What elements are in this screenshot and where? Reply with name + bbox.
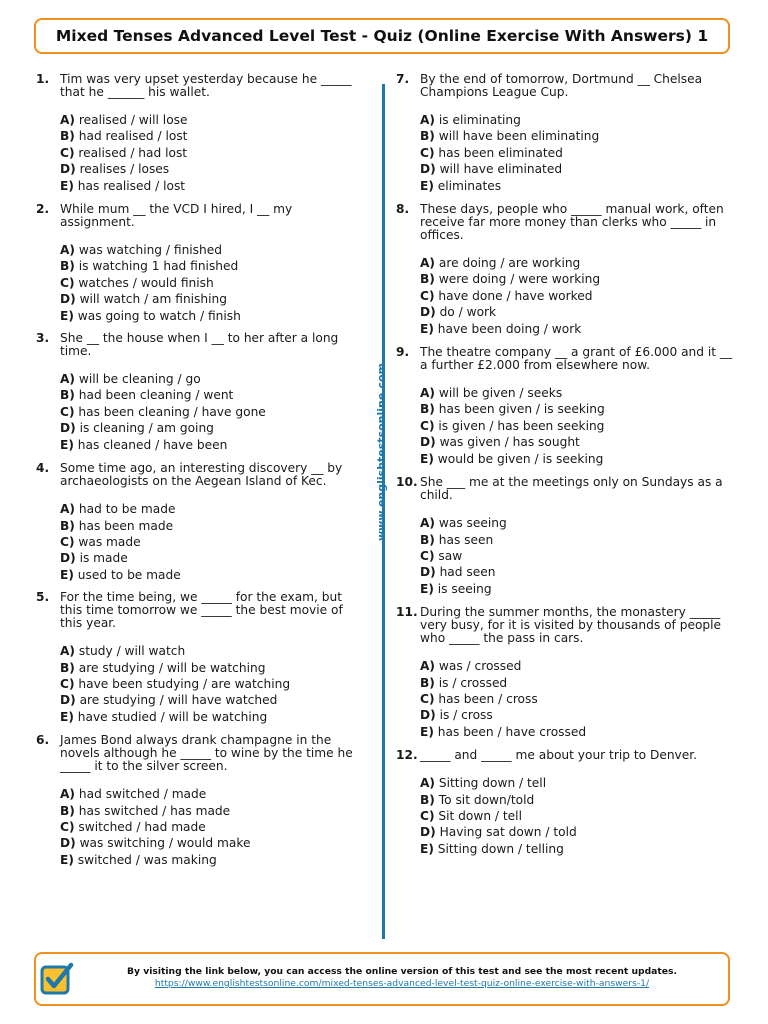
option-text: will watch / am finishing	[79, 292, 227, 307]
option-letter: B)	[420, 532, 435, 547]
question-number: 8.	[396, 202, 410, 217]
option-letter: A)	[60, 243, 76, 258]
answer-option	[420, 255, 736, 271]
footer-box	[34, 952, 730, 1006]
answer-option	[420, 288, 736, 304]
option-letter: D)	[420, 825, 436, 840]
option-text: have been studying / are watching	[78, 676, 291, 691]
answer-option	[60, 786, 366, 802]
option-letter: D)	[60, 162, 76, 177]
answer-option	[420, 808, 736, 824]
option-text: realised / will lose	[78, 113, 188, 127]
option-letter: B)	[420, 272, 435, 287]
question-head	[36, 462, 366, 488]
answer-option	[60, 112, 366, 128]
answer-option	[60, 178, 366, 194]
option-letter: B)	[60, 803, 75, 818]
answer-option	[420, 724, 736, 740]
option-letter: D)	[60, 836, 76, 851]
answer-option	[420, 321, 736, 337]
option-list	[420, 255, 736, 337]
option-letter: C)	[60, 819, 75, 834]
option-text: switched / was making	[77, 852, 217, 867]
answer-option	[420, 161, 736, 177]
option-letter: C)	[420, 808, 435, 823]
answer-option	[60, 803, 366, 819]
option-letter: D)	[420, 565, 436, 580]
option-letter: E)	[420, 321, 434, 336]
option-text: switched / had made	[78, 819, 206, 834]
question-number: 9.	[396, 345, 410, 360]
option-text: has seen	[438, 532, 494, 547]
option-list	[420, 112, 736, 194]
question-head	[36, 591, 366, 630]
option-text: is made	[79, 551, 128, 566]
option-letter: C)	[60, 275, 75, 290]
answer-option	[60, 258, 366, 274]
question-text: The theatre company __ a grant of £6.000 and it __ a further £2.000 from elsewhere now.	[420, 345, 733, 373]
option-text: Sit down / tell	[438, 808, 522, 823]
answer-option	[60, 709, 366, 725]
option-letter: A)	[60, 113, 76, 127]
option-text: study / will watch	[78, 644, 186, 659]
option-list	[60, 242, 366, 324]
option-text: has realised / lost	[77, 178, 186, 193]
question-text: Some time ago, an interesting discovery __ by archaeologists on the Aegean Island of Kec.	[60, 461, 343, 489]
option-text: was watching / finished	[78, 243, 222, 258]
option-list	[60, 501, 366, 583]
question-text: For the time being, we _____ for the exam, but this time tomorrow we _____ the best movie of this year.	[60, 590, 343, 631]
answer-option	[60, 550, 366, 566]
option-text: do / work	[439, 305, 497, 320]
answer-option	[60, 518, 366, 534]
option-list	[60, 643, 366, 725]
question-block	[36, 73, 366, 194]
option-list	[420, 515, 736, 597]
option-letter: A)	[60, 372, 76, 387]
answer-option	[420, 548, 736, 564]
question-block	[396, 346, 736, 467]
answer-option	[60, 371, 366, 387]
option-list	[420, 658, 736, 740]
option-text: was switching / would make	[79, 836, 251, 851]
option-letter: A)	[420, 113, 436, 127]
option-letter: D)	[60, 421, 76, 436]
answer-option	[420, 675, 736, 691]
left-question-column	[36, 73, 366, 868]
question-text: _____ and _____ me about your trip to Denver.	[420, 748, 698, 763]
option-letter: E)	[420, 841, 434, 856]
option-text: are studying / will have watched	[79, 693, 278, 708]
option-letter: E)	[60, 709, 74, 724]
option-letter: D)	[60, 551, 76, 566]
option-letter: D)	[420, 708, 436, 723]
option-letter: C)	[60, 145, 75, 160]
question-head	[36, 203, 366, 229]
answer-option	[60, 404, 366, 420]
option-text: realises / loses	[79, 162, 170, 177]
title-box	[34, 18, 730, 54]
right-question-column	[396, 73, 736, 857]
question-text: During the summer months, the monastery _____ very busy, for it is visited by thousands of people who _____ the pass in cars.	[420, 605, 722, 646]
question-number: 12.	[396, 748, 418, 763]
option-text: saw	[438, 548, 463, 563]
option-text: To sit down/told	[438, 792, 535, 807]
option-text: was going to watch / finish	[77, 308, 241, 323]
page-title: Mixed Tenses Advanced Level Test - Quiz (Online Exercise With Answers) 1	[55, 27, 709, 45]
answer-option	[420, 658, 736, 674]
question-number: 5.	[36, 590, 50, 605]
answer-option	[420, 178, 736, 194]
option-text: has been made	[78, 518, 174, 533]
option-letter: A)	[420, 776, 436, 791]
option-letter: C)	[420, 418, 435, 433]
question-number: 3.	[36, 331, 50, 346]
question-number: 4.	[36, 461, 50, 476]
question-text: While mum __ the VCD I hired, I __ my assignment.	[60, 202, 293, 230]
option-text: has been cleaning / have gone	[78, 404, 266, 419]
question-head	[396, 346, 736, 372]
option-letter: E)	[60, 567, 74, 582]
option-letter: A)	[420, 516, 436, 531]
question-block	[396, 476, 736, 597]
answer-option	[420, 691, 736, 707]
answer-option	[420, 418, 736, 434]
answer-option	[420, 385, 736, 401]
option-text: is seeing	[437, 581, 492, 596]
option-text: is / cross	[439, 708, 493, 723]
option-list	[60, 371, 366, 453]
answer-option	[60, 852, 366, 868]
option-text: is watching 1 had finished	[78, 259, 239, 274]
option-text: is eliminating	[438, 113, 521, 127]
site-watermark: www.englishtestsonline.com	[375, 362, 388, 541]
option-text: was given / has sought	[439, 435, 580, 450]
option-text: has been / have crossed	[437, 724, 587, 739]
option-text: has switched / has made	[78, 803, 231, 818]
answer-option	[420, 707, 736, 723]
option-text: are doing / are working	[438, 256, 581, 271]
option-text: had been cleaning / went	[78, 388, 234, 403]
checkbox-check-icon	[40, 961, 74, 997]
answer-option	[60, 145, 366, 161]
option-text: has been eliminated	[438, 145, 563, 160]
answer-option	[60, 291, 366, 307]
option-letter: B)	[60, 259, 75, 274]
option-list	[420, 775, 736, 857]
answer-option	[60, 275, 366, 291]
question-number: 2.	[36, 202, 50, 217]
option-letter: D)	[420, 435, 436, 450]
answer-option	[420, 128, 736, 144]
option-text: is given / has been seeking	[438, 418, 605, 433]
question-number: 10.	[396, 475, 418, 490]
option-letter: C)	[60, 404, 75, 419]
answer-option	[60, 660, 366, 676]
option-text: Having sat down / told	[439, 825, 577, 840]
answer-option	[420, 581, 736, 597]
option-letter: A)	[420, 659, 436, 674]
option-text: Sitting down / telling	[437, 841, 564, 856]
question-head	[396, 203, 736, 242]
option-text: eliminates	[437, 178, 502, 193]
answer-option	[60, 242, 366, 258]
option-letter: B)	[420, 402, 435, 417]
answer-option	[420, 434, 736, 450]
answer-option	[60, 676, 366, 692]
question-head	[36, 734, 366, 773]
option-text: was / crossed	[438, 659, 522, 674]
answer-option	[420, 304, 736, 320]
question-block	[396, 73, 736, 194]
option-text: had realised / lost	[78, 129, 188, 144]
answer-option	[60, 387, 366, 403]
answer-option	[420, 564, 736, 580]
answer-option	[420, 792, 736, 808]
option-text: will be given / seeks	[438, 386, 563, 401]
option-letter: A)	[60, 644, 76, 659]
option-text: had switched / made	[78, 787, 207, 802]
option-text: has cleaned / have been	[77, 437, 228, 452]
option-letter: B)	[420, 675, 435, 690]
option-letter: A)	[420, 386, 436, 401]
option-text: has been / cross	[438, 691, 538, 706]
question-text: By the end of tomorrow, Dortmund __ Chelsea Champions League Cup.	[420, 72, 703, 99]
answer-option	[60, 161, 366, 177]
option-text: were doing / were working	[438, 272, 601, 287]
question-block	[36, 734, 366, 868]
question-block	[36, 591, 366, 725]
option-letter: E)	[420, 581, 434, 596]
answer-option	[60, 534, 366, 550]
question-head	[396, 606, 736, 645]
option-text: was made	[78, 534, 141, 549]
option-list	[420, 385, 736, 467]
question-number: 7.	[396, 72, 410, 86]
answer-option	[60, 420, 366, 436]
question-block	[396, 203, 736, 337]
question-number: 6.	[36, 733, 50, 748]
answer-option	[420, 824, 736, 840]
question-text: She ___ me at the meetings only on Sundays as a child.	[420, 475, 723, 503]
question-number: 1.	[36, 72, 50, 86]
answer-option	[420, 112, 736, 128]
answer-option	[420, 271, 736, 287]
option-text: have done / have worked	[438, 288, 593, 303]
option-letter: E)	[60, 178, 74, 193]
option-text: was seeing	[438, 516, 507, 531]
question-block	[396, 749, 736, 857]
answer-option	[60, 308, 366, 324]
option-letter: A)	[60, 787, 76, 802]
question-head	[36, 332, 366, 358]
option-text: had to be made	[78, 502, 176, 517]
option-text: would be given / is seeking	[437, 451, 604, 466]
option-letter: C)	[420, 288, 435, 303]
question-block	[396, 606, 736, 740]
answer-option	[420, 145, 736, 161]
option-letter: D)	[420, 162, 436, 177]
option-list	[60, 112, 366, 194]
option-text: is cleaning / am going	[79, 421, 214, 436]
footer-link[interactable]: https://www.englishtestsonline.com/mixed-tenses-advanced-level-test-quiz-online-exercise-with-answers-1/	[154, 978, 650, 989]
footer-note: By visiting the link below, you can access the online version of this test and see the most recent updates.	[127, 966, 677, 977]
option-text: is / crossed	[438, 675, 508, 690]
question-block	[36, 462, 366, 583]
question-text: She __ the house when I __ to her after a long time.	[60, 331, 339, 359]
option-letter: B)	[60, 660, 75, 675]
option-text: had seen	[439, 565, 496, 580]
option-letter: E)	[420, 178, 434, 193]
option-letter: E)	[420, 724, 434, 739]
option-letter: E)	[60, 852, 74, 867]
option-letter: E)	[60, 308, 74, 323]
option-letter: B)	[420, 129, 435, 144]
option-letter: C)	[60, 534, 75, 549]
option-letter: E)	[420, 451, 434, 466]
option-letter: C)	[420, 145, 435, 160]
answer-option	[60, 819, 366, 835]
answer-option	[60, 692, 366, 708]
option-text: will have eliminated	[439, 162, 563, 177]
question-block	[36, 203, 366, 324]
option-letter: B)	[420, 792, 435, 807]
option-letter: D)	[420, 305, 436, 320]
answer-option	[60, 567, 366, 583]
answer-option	[60, 128, 366, 144]
option-letter: C)	[420, 548, 435, 563]
question-head	[396, 476, 736, 502]
answer-option	[420, 841, 736, 857]
option-text: watches / would finish	[78, 275, 214, 290]
answer-option	[420, 515, 736, 531]
option-letter: D)	[60, 292, 76, 307]
option-text: realised / had lost	[78, 145, 188, 160]
question-head	[396, 749, 736, 762]
option-letter: C)	[60, 676, 75, 691]
option-text: used to be made	[77, 567, 181, 582]
option-letter: E)	[60, 437, 74, 452]
answer-option	[420, 532, 736, 548]
option-letter: B)	[60, 129, 75, 144]
option-text: are studying / will be watching	[78, 660, 266, 675]
question-number: 11.	[396, 605, 418, 620]
option-list	[60, 786, 366, 868]
option-text: Sitting down / tell	[438, 776, 547, 791]
option-letter: C)	[420, 691, 435, 706]
option-text: has been given / is seeking	[438, 402, 605, 417]
option-text: will have been eliminating	[438, 129, 600, 144]
question-head	[396, 73, 736, 99]
answer-option	[420, 451, 736, 467]
option-letter: B)	[60, 518, 75, 533]
question-text: James Bond always drank champagne in the novels although he _____ to wine by the time he _____ it to the silver screen.	[60, 733, 353, 774]
option-text: have been doing / work	[437, 321, 582, 336]
answer-option	[60, 437, 366, 453]
question-head	[36, 73, 366, 99]
question-text: Tim was very upset yesterday because he _____ that he ______ his wallet.	[60, 72, 352, 99]
option-letter: B)	[60, 388, 75, 403]
answer-option	[60, 835, 366, 851]
option-text: will be cleaning / go	[78, 372, 201, 387]
option-letter: A)	[420, 256, 436, 271]
answer-option	[420, 401, 736, 417]
question-block	[36, 332, 366, 453]
question-text: These days, people who _____ manual work, often receive far more money than clerks who _____ in offices.	[420, 202, 724, 243]
option-letter: D)	[60, 693, 76, 708]
option-letter: A)	[60, 502, 76, 517]
answer-option	[60, 501, 366, 517]
footer-text-block	[86, 966, 718, 990]
option-text: have studied / will be watching	[77, 709, 268, 724]
answer-option	[60, 643, 366, 659]
answer-option	[420, 775, 736, 791]
